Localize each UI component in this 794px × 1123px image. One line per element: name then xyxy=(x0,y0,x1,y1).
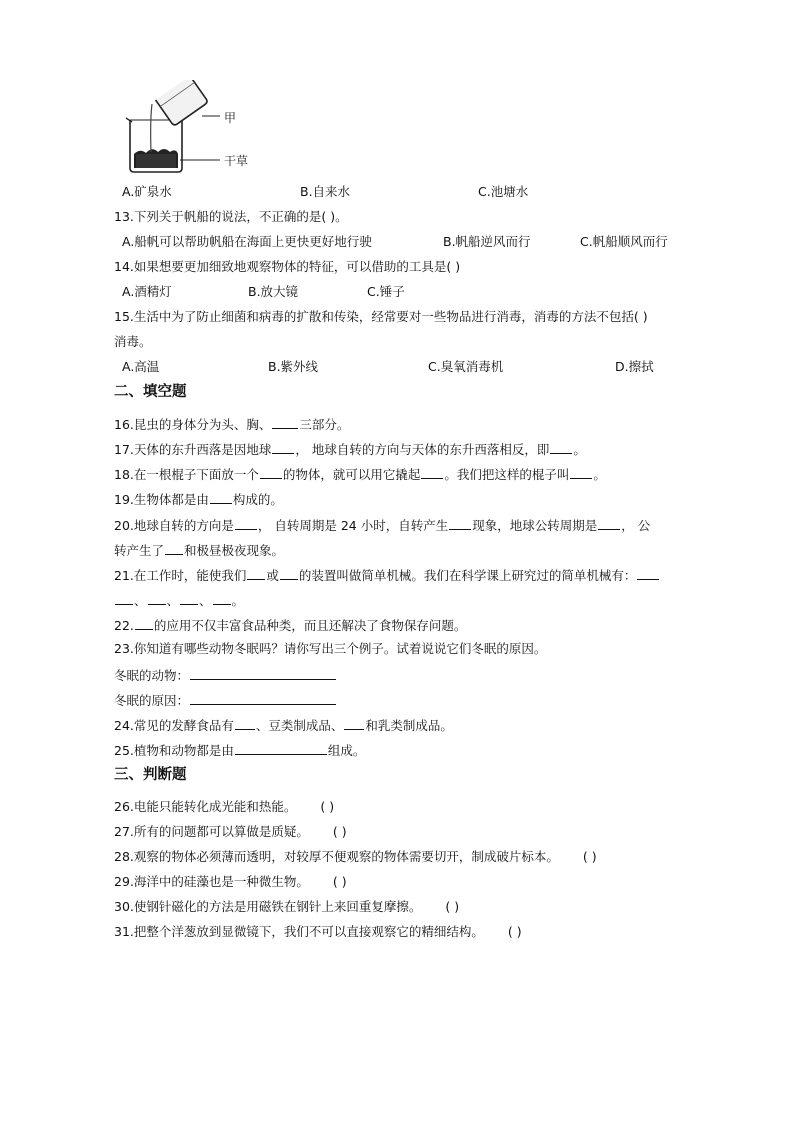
q18-blank-2[interactable] xyxy=(421,466,443,479)
q21-blank-1[interactable] xyxy=(247,567,265,580)
q18-text-4: 。 xyxy=(593,467,606,482)
q29-text: 29.海洋中的硅藻也是一种微生物。 xyxy=(114,874,309,889)
q17-text-1: 17.天体的东升西落是因地球 xyxy=(114,442,272,457)
q24-text-3: 和乳类制成品。 xyxy=(365,718,453,733)
q28-text: 28.观察的物体必须薄而透明，对较厚不便观察的物体需要切开，制成破片标本。 xyxy=(114,849,559,864)
q20-text-3: 现象，地球公转周期是 xyxy=(472,518,598,533)
q30 xyxy=(114,899,459,915)
q13-stem: 13.下列关于帆船的说法，不正确的是( )。 xyxy=(114,209,348,224)
q27-answer-paren[interactable]: ( ) xyxy=(332,824,347,839)
q21-line-1 xyxy=(114,567,660,584)
q12-option-a: A.矿泉水 xyxy=(122,184,172,199)
q20-text-5: 转产生了 xyxy=(114,543,165,558)
q20-blank-3[interactable] xyxy=(598,517,620,530)
q20-blank-4[interactable] xyxy=(165,542,183,555)
q21-text-3: 的装置叫做简单机械。我们在科学课上研究过的简单机械有： xyxy=(298,568,637,583)
q16-blank[interactable] xyxy=(272,416,298,429)
q27 xyxy=(114,824,347,840)
q20-line-1 xyxy=(114,517,650,534)
q15-stem-continued: 消毒。 xyxy=(114,334,152,349)
q17 xyxy=(114,441,586,458)
q21-blank-7[interactable] xyxy=(213,592,231,605)
q20-line-2 xyxy=(114,542,284,559)
q20-text-6: 和极昼极夜现象。 xyxy=(184,543,285,558)
q22 xyxy=(114,617,466,634)
q20-blank-1[interactable] xyxy=(235,517,257,530)
q30-answer-paren[interactable]: ( ) xyxy=(445,899,460,914)
q26-answer-paren[interactable]: ( ) xyxy=(320,799,335,814)
q18-text-2: 的物体，就可以用它撬起 xyxy=(282,467,421,482)
q21-line-2 xyxy=(114,592,244,609)
q21-sep-3: 、 xyxy=(199,593,212,608)
q25 xyxy=(114,742,365,759)
q30-text: 30.使钢针磁化的方法是用磁铁在钢针上来回重复摩擦。 xyxy=(114,899,422,914)
q24-text-1: 24.常见的发酵食品有 xyxy=(114,718,234,733)
q12-option-c: C.池塘水 xyxy=(478,184,529,199)
q21-sep-1: 、 xyxy=(134,593,147,608)
q25-text-2: 组成。 xyxy=(327,743,366,758)
q23-animals-blank[interactable] xyxy=(190,667,336,680)
q22-text-1: 22. xyxy=(114,618,134,633)
q23-animals xyxy=(114,667,337,684)
q24 xyxy=(114,717,453,734)
q15-option-d: D.擦拭 xyxy=(615,359,654,374)
q14-option-a: A.酒精灯 xyxy=(122,284,172,299)
q18 xyxy=(114,466,606,483)
q17-blank-2[interactable] xyxy=(550,441,572,454)
q21-text-1: 21.在工作时，能使我们 xyxy=(114,568,247,583)
q13-option-a: A.船帆可以帮助帆船在海面上更快更好地行驶 xyxy=(122,234,372,249)
q19-text-1: 19.生物体都是由 xyxy=(114,492,209,507)
q23-reason-blank[interactable] xyxy=(190,692,336,705)
q21-blank-3[interactable] xyxy=(637,567,659,580)
q21-blank-4[interactable] xyxy=(115,592,133,605)
q31-answer-paren[interactable]: ( ) xyxy=(507,924,522,939)
q17-blank-1[interactable] xyxy=(272,441,294,454)
q27-text: 27.所有的问题都可以算做是质疑。 xyxy=(114,824,309,839)
q21-sep-2: 、 xyxy=(166,593,180,608)
q23-animals-label: 冬眠的动物： xyxy=(114,668,190,683)
section-judge-title: 三、判断题 xyxy=(114,767,187,783)
q16-text-2: 三部分。 xyxy=(299,417,350,432)
q15-option-a: A.高温 xyxy=(122,359,160,374)
q21-blank-6[interactable] xyxy=(180,592,198,605)
q16 xyxy=(114,416,349,433)
q18-text-3: 。我们把这样的棍子叫 xyxy=(444,467,570,482)
q31 xyxy=(114,924,522,940)
q19 xyxy=(114,491,283,508)
q20-blank-2[interactable] xyxy=(449,517,471,530)
q22-text-2: 的应用不仅丰富食品种类，而且还解决了食物保存问题。 xyxy=(153,618,467,633)
q18-blank-3[interactable] xyxy=(570,466,592,479)
q25-blank[interactable] xyxy=(235,742,327,755)
q15-stem: 15.生活中为了防止细菌和病毒的扩散和传染，经常要对一些物品进行消毒，消毒的方法不包括( ) xyxy=(114,309,648,324)
figure-label-jia: 甲 xyxy=(224,111,237,125)
q31-text: 31.把整个洋葱放到显微镜下，我们不可以直接观察它的精细结构。 xyxy=(114,924,484,939)
q23-reason xyxy=(114,692,337,709)
q18-text-1: 18.在一根棍子下面放一个 xyxy=(114,467,259,482)
q23-stem: 23.你知道有哪些动物冬眠吗？请你写出三个例子。试着说说它们冬眠的原因。 xyxy=(114,641,547,656)
q24-text-2: 、豆类制成品、 xyxy=(255,718,344,733)
q14-option-b: B.放大镜 xyxy=(248,284,299,299)
q25-text-1: 25.植物和动物都是由 xyxy=(114,743,234,758)
q15-option-c: C.臭氧消毒机 xyxy=(428,359,504,374)
q14-stem: 14.如果想要更加细致地观察物体的特征，可以借助的工具是( ) xyxy=(114,259,461,274)
q16-text-1: 16.昆虫的身体分为头、胸、 xyxy=(114,417,272,432)
q28-answer-paren[interactable]: ( ) xyxy=(582,849,597,864)
q14-option-c: C.锤子 xyxy=(367,284,405,299)
q17-text-3: 。 xyxy=(573,442,586,457)
q18-blank-1[interactable] xyxy=(260,466,282,479)
q21-blank-5[interactable] xyxy=(148,592,166,605)
q19-text-2: 构成的。 xyxy=(232,492,283,507)
q26-text: 26.电能只能转化成光能和热能。 xyxy=(114,799,297,814)
q17-text-2: ， 地球自转的方向与天体的东升西落相反，即 xyxy=(295,442,550,457)
q22-blank[interactable] xyxy=(135,617,153,630)
q23-reason-label: 冬眠的原因： xyxy=(114,693,190,708)
q24-blank-2[interactable] xyxy=(344,717,364,730)
q21-end: 。 xyxy=(231,593,245,608)
q20-text-2: ， 自转周期是 24 小时，自转产生 xyxy=(257,518,449,533)
q20-text-1: 20.地球自转的方向是 xyxy=(114,518,234,533)
q28 xyxy=(114,849,597,865)
q29-answer-paren[interactable]: ( ) xyxy=(332,874,347,889)
q15-option-b: B.紫外线 xyxy=(268,359,319,374)
q13-option-c: C.帆船顺风而行 xyxy=(580,234,668,249)
section-fill-in-title: 二、填空题 xyxy=(114,384,187,400)
q21-text-2: 或 xyxy=(266,568,279,583)
q26 xyxy=(114,799,334,815)
q20-text-4: ， 公 xyxy=(621,518,651,533)
q19-blank[interactable] xyxy=(210,491,232,504)
q24-blank-1[interactable] xyxy=(235,717,255,730)
q21-blank-2[interactable] xyxy=(280,567,298,580)
q13-option-b: B.帆船逆风而行 xyxy=(443,234,531,249)
q12-option-b: B.自来水 xyxy=(300,184,351,199)
q29 xyxy=(114,874,347,890)
figure-label-hay: 干草 xyxy=(224,154,249,168)
